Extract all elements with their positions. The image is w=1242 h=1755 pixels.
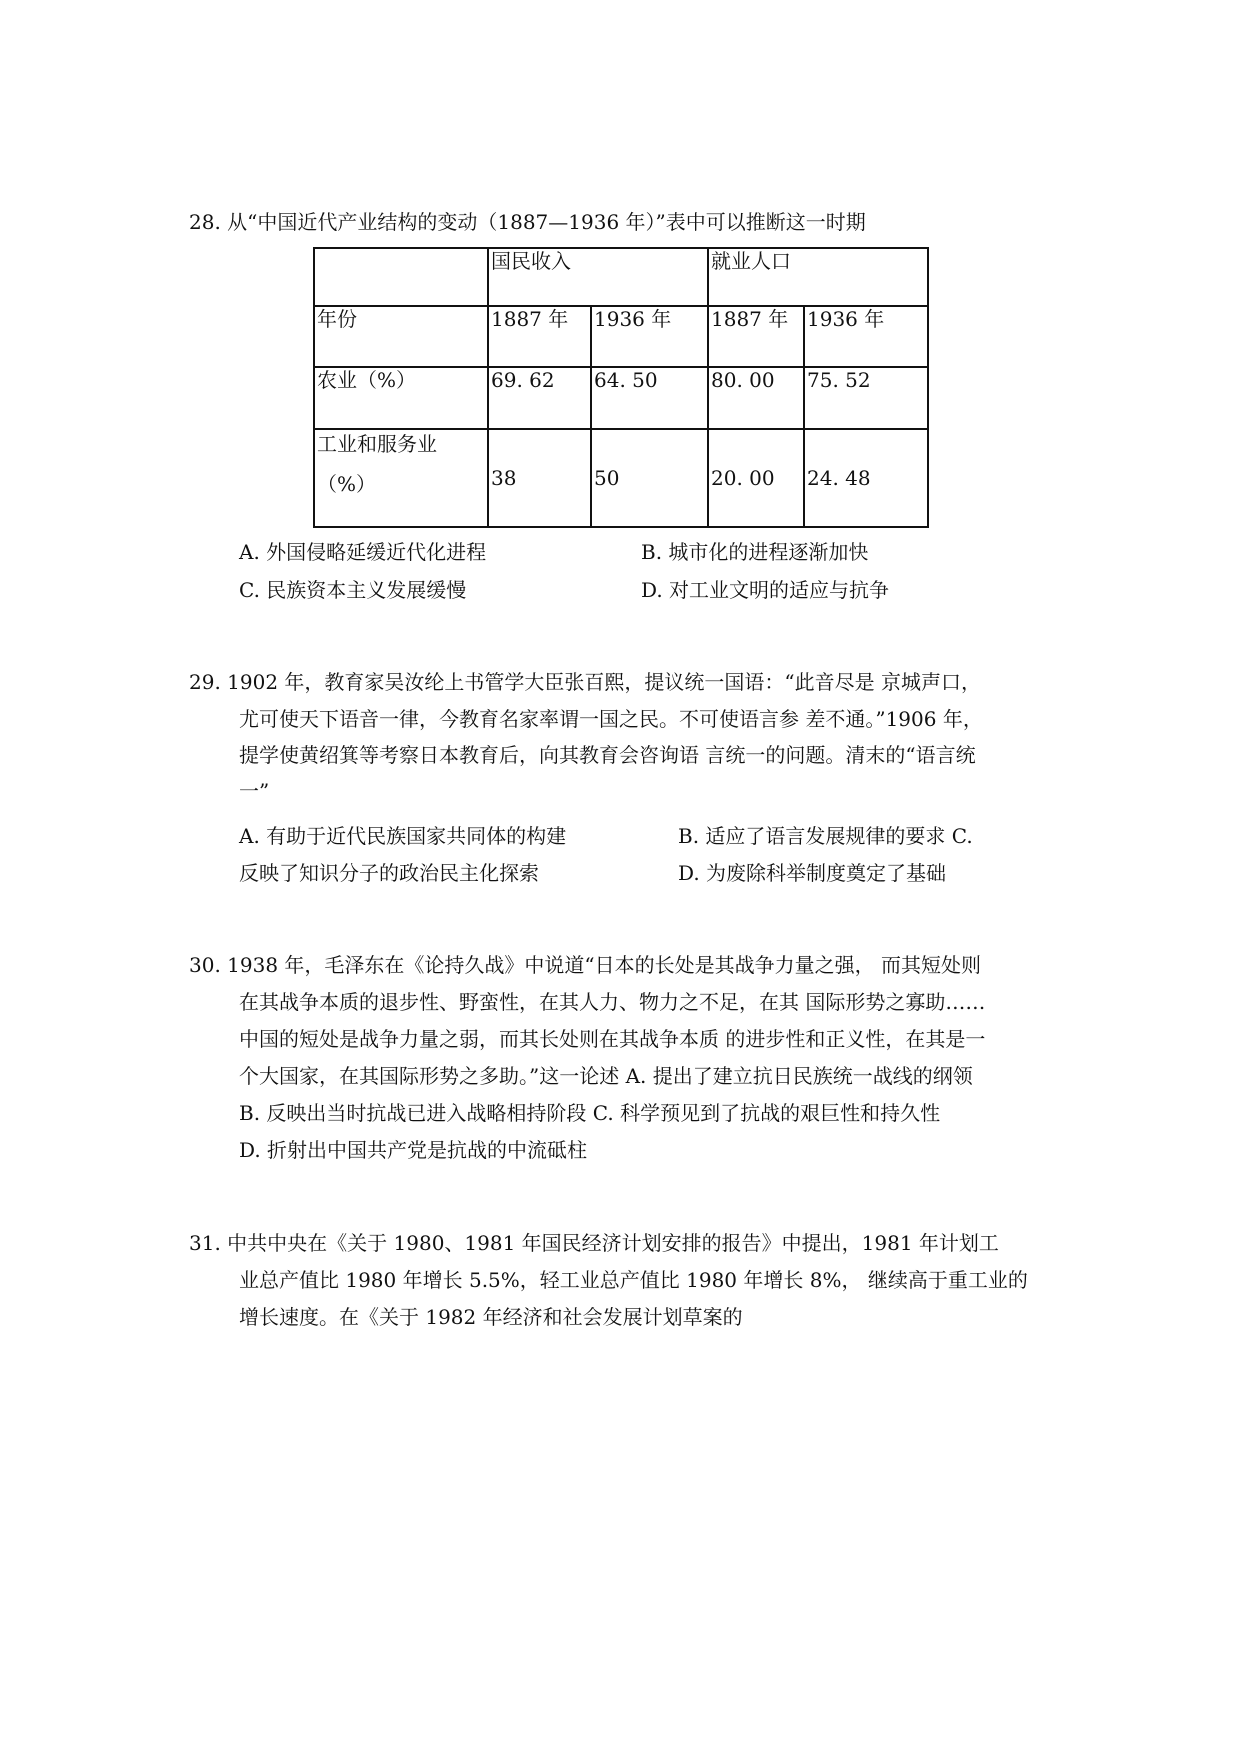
table-cell: 农业（%）	[314, 367, 488, 429]
question-31-line: 31. 中共中央在《关于 1980、1981 年国民经济计划安排的报告》中提出，1981 年计划工	[189, 1231, 999, 1255]
table-cell: 年份	[314, 306, 488, 367]
table-cell: 1887 年	[708, 306, 804, 367]
option-c: C. 民族资本主义发展缓慢	[239, 578, 467, 602]
table-cell: 80. 00	[708, 367, 804, 429]
table-cell: 38	[488, 429, 591, 527]
option-d: D. 为废除科举制度奠定了基础	[678, 861, 947, 885]
question-29-line: 尤可使天下语音一律，今教育名家率谓一国之民。不可使语言参 差不通。”1906 年，	[239, 707, 983, 731]
question-30-line: 个大国家，在其国际形势之多助。”这一论述 A. 提出了建立抗日民族统一战线的纲领	[239, 1064, 973, 1088]
question-28-stem: 28. 从“中国近代产业结构的变动（1887—1936 年）”表中可以推断这一时期	[189, 210, 866, 234]
table-cell: 1887 年	[488, 306, 591, 367]
table-header-national-income: 国民收入	[488, 248, 708, 306]
option-a: A. 外国侵略延缓近代化进程	[239, 540, 487, 564]
table-cell: 1936 年	[591, 306, 708, 367]
option-a: A. 有助于近代民族国家共同体的构建	[239, 824, 567, 848]
table-cell-label-line: （%）	[317, 472, 377, 496]
option-d: D. 对工业文明的适应与抗争	[641, 578, 890, 602]
table-header-employment: 就业人口	[708, 248, 928, 306]
question-30-line: 30. 1938 年，毛泽东在《论持久战》中说道“日本的长处是其战争力量之强， 而其短处则	[189, 953, 982, 977]
table-cell: 69. 62	[488, 367, 591, 429]
option-b: B. 适应了语言发展规律的要求 C.	[678, 824, 973, 848]
table-cell-industry-label	[314, 429, 488, 527]
table-cell: 1936 年	[804, 306, 928, 367]
table-cell-label-line: 工业和服务业	[317, 432, 437, 456]
table-cell: 64. 50	[591, 367, 708, 429]
option-b: B. 城市化的进程逐渐加快	[641, 540, 869, 564]
industry-structure-table	[313, 247, 929, 528]
question-31-line: 业总产值比 1980 年增长 5.5%，轻工业总产值比 1980 年增长 8%， 继续高于重工业的	[239, 1268, 1028, 1292]
table-cell: 24. 48	[804, 429, 928, 527]
table-cell: 20. 00	[708, 429, 804, 527]
question-30-line: D. 折射出中国共产党是抗战的中流砥柱	[239, 1138, 588, 1162]
option-c: 反映了知识分子的政治民主化探索	[239, 861, 539, 885]
table-cell: 75. 52	[804, 367, 928, 429]
question-29-line: 29. 1902 年，教育家吴汝纶上书管学大臣张百熙，提议统一国语：“此音尽是 京城声口，	[189, 670, 982, 694]
table-header-row-1	[314, 248, 928, 306]
question-30-line: 在其战争本质的退步性、野蛮性，在其人力、物力之不足，在其 国际形势之寡助……	[239, 990, 986, 1014]
table-row-agriculture	[314, 367, 928, 429]
table-header-row-2	[314, 306, 928, 367]
question-30-line: B. 反映出当时抗战已进入战略相持阶段 C. 科学预见到了抗战的艰巨性和持久性	[239, 1101, 941, 1125]
table-cell: 50	[591, 429, 708, 527]
question-31-line: 增长速度。在《关于 1982 年经济和社会发展计划草案的	[239, 1305, 743, 1329]
table-cell	[314, 248, 488, 306]
table-row-industry-services	[314, 429, 928, 527]
question-30-line: 中国的短处是战争力量之弱，而其长处则在其战争本质 的进步性和正义性，在其是一	[239, 1027, 986, 1051]
question-29-line: 一”	[239, 779, 270, 803]
question-29-line: 提学使黄绍箕等考察日本教育后，向其教育会咨询语 言统一的问题。清末的“语言统	[239, 743, 976, 767]
